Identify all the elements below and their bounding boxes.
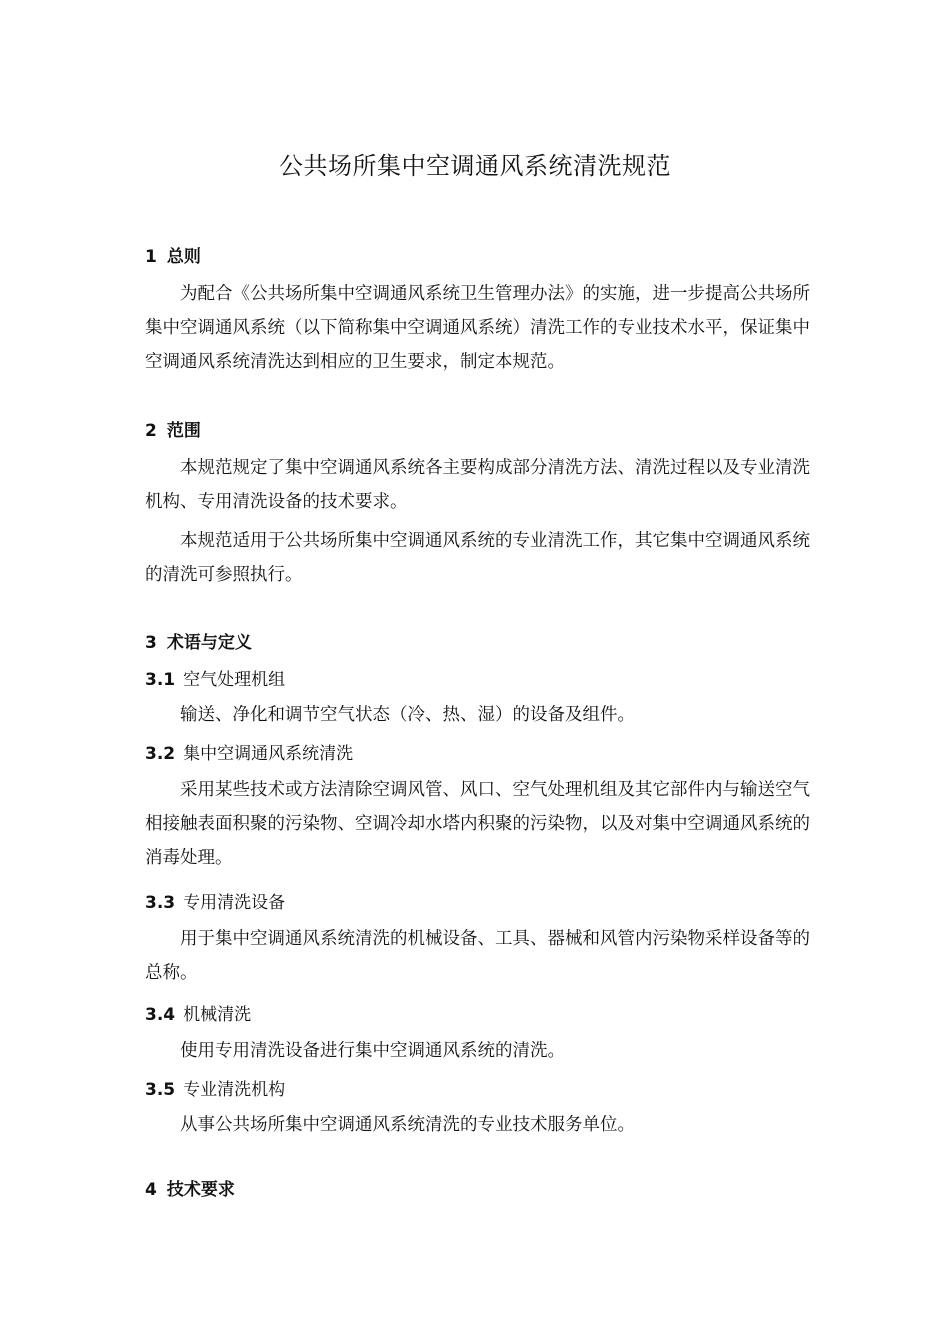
section-title: 技术要求 [166,1180,235,1200]
paragraph-definition-3-3: 用于集中空调通风系统清洗的机械设备、工具、器械和风管内污染物采样设备等的总称。 [145,929,810,983]
paragraph-scope-2: 本规范适用于公共场所集中空调通风系统的专业清洗工作，其它集中空调通风系统的清洗可参照执行。 [145,531,810,585]
subsection-number: 3.5 [145,1080,176,1100]
subsection-number: 3.3 [145,893,176,913]
subsection-heading-3-4 [145,1000,251,1025]
section-number: 1 [145,247,157,267]
section-heading-3 [145,628,252,653]
paragraph-definition-3-1: 输送、净化和调节空气状态（冷、热、湿）的设备及组件。 [180,705,635,725]
subsection-number: 3.1 [145,670,176,690]
paragraph-definition-3-4: 使用专用清洗设备进行集中空调通风系统的清洗。 [180,1041,565,1061]
subsection-title: 专业清洗机构 [183,1080,286,1100]
document-title: 公共场所集中空调通风系统清洗规范 [279,152,671,180]
section-number: 4 [145,1180,157,1200]
subsection-heading-3-3 [145,888,285,913]
subsection-title: 集中空调通风系统清洗 [183,744,354,764]
paragraph-general: 为配合《公共场所集中空调通风系统卫生管理办法》的实施，进一步提高公共场所集中空调通风系统（以下简称集中空调通风系统）清洗工作的专业技术水平，保证集中空调通风系统清洗达到相应的卫生要求，制定本规范。 [145,284,810,372]
subsection-heading-3-2 [145,739,353,764]
subsection-title: 空气处理机组 [183,670,286,690]
paragraph-scope-1: 本规范规定了集中空调通风系统各主要构成部分清洗方法、清洗过程以及专业清洗机构、专用清洗设备的技术要求。 [145,458,810,512]
section-title: 范围 [166,421,201,441]
subsection-title: 专用清洗设备 [183,893,286,913]
subsection-heading-3-1 [145,665,285,690]
section-title: 术语与定义 [166,633,252,653]
section-number: 2 [145,421,157,441]
paragraph-definition-3-2: 采用某些技术或方法清除空调风管、风口、空气处理机组及其它部件内与输送空气相接触表面积聚的污染物、空调冷却水塔内积聚的污染物，以及对集中空调通风系统的消毒处理。 [145,780,810,868]
subsection-number: 3.4 [145,1005,176,1025]
section-number: 3 [145,633,157,653]
section-heading-2 [145,416,201,441]
subsection-heading-3-5 [145,1075,285,1100]
subsection-number: 3.2 [145,744,176,764]
section-title: 总则 [166,247,201,267]
paragraph-definition-3-5: 从事公共场所集中空调通风系统清洗的专业技术服务单位。 [180,1115,635,1135]
subsection-title: 机械清洗 [183,1005,252,1025]
section-heading-1 [145,242,201,267]
section-heading-4 [145,1175,235,1200]
